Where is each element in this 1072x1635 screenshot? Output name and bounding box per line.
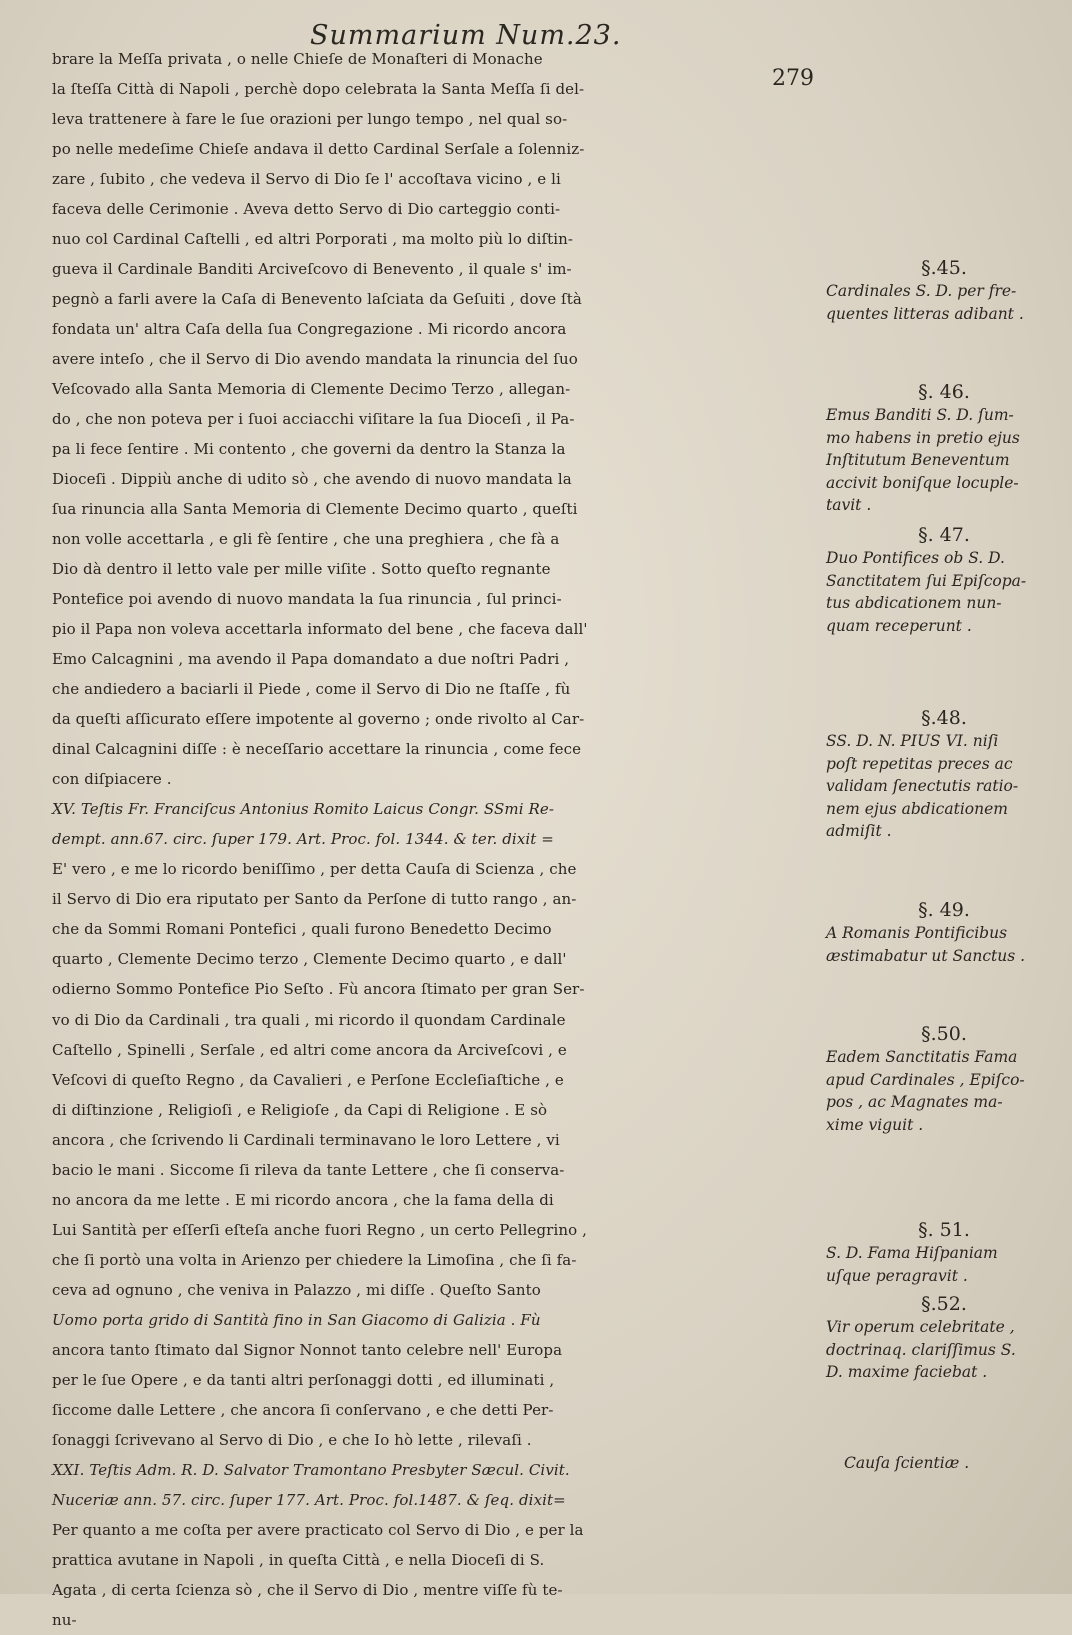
margin-note-line: Cardinales S. D. per fre- — [826, 282, 1017, 300]
text-line: che ſi portò una volta in Arienzo per chiedere la Limoſina , che ſi fa- — [52, 1250, 577, 1269]
text-line: odierno Sommo Pontefice Pio Seſto . Fù ancora ſtimato per gran Ser- — [52, 980, 585, 999]
margin-note — [826, 380, 1062, 517]
margin-note-line: tavit . — [826, 496, 872, 514]
margin-note — [826, 1218, 1062, 1287]
text-line: prattica avutane in Napoli , in queſta Città , e nella Dioceſi di S. — [52, 1550, 545, 1569]
text-line: Veſcovi di queſto Regno , da Cavalieri , e Perſone Eccleſiaſtiche , e — [52, 1070, 564, 1089]
margin-note — [826, 898, 1062, 967]
text-line: ſiccome dalle Lettere , che ancora ſi conſervano , e che detti Per- — [52, 1400, 554, 1419]
text-line: dinal Calcagnini diſſe : è neceſſario accettare la rinuncia , come fece — [52, 740, 582, 759]
text-line: brare la Meſſa privata , o nelle Chieſe de Monaſteri di Monache — [52, 50, 543, 68]
text-line: E' vero , e me lo ricordo beniſſimo , per detta Cauſa di Scienza , che — [52, 860, 577, 879]
margin-note-line: Sanctitatem ſui Epiſcopa- — [826, 571, 1027, 590]
text-line: ancora , che ſcrivendo li Cardinali terminavano le loro Lettere , vi — [52, 1130, 560, 1149]
text-line: ſonaggi ſcrivevano al Servo di Dio , e che Io hò lette , rilevaſi . — [52, 1430, 532, 1449]
text-line: XV. Teſtis Fr. Franciſcus Antonius Romito Laicus Congr. SSmi Re- — [52, 800, 554, 819]
margin-note-line: Vir operum celebritate , — [826, 1318, 1015, 1336]
margin-note-line: D. maxime faciebat . — [826, 1363, 988, 1381]
text-line: Dioceſi . Dippiù anche di udito sò , che avendo di nuovo mandata la — [52, 470, 572, 489]
text-line: Emo Calcagnini , ma avendo il Papa domandato a due noſtri Padri , — [52, 650, 570, 669]
margin-note-section-mark: §. 51. — [918, 1219, 970, 1241]
text-line: Agata , di certa ſcienza sò , che il Servo di Dio , mentre viſſe fù te- — [52, 1580, 563, 1599]
text-line: zare , ſubito , che vedeva il Servo di Dio ſe l' accoſtava vicino , e li — [52, 170, 561, 189]
margin-notes-column — [818, 0, 1068, 1594]
margin-note-section-mark: §.50. — [921, 1023, 967, 1045]
margin-note-line: quentes litteras adibant . — [826, 304, 1024, 323]
text-line: pio il Papa non voleva accettarla informato del bene , che faceva dall' — [52, 620, 588, 639]
text-line: po nelle medeſime Chieſe andava il detto Cardinal Serſale a ſolenniz- — [52, 140, 585, 159]
margin-note-line: xime viguit . — [826, 1115, 924, 1134]
text-line: vo di Dio da Cardinali , tra quali , mi ricordo il quondam Cardinale — [52, 1010, 566, 1029]
text-line: nu- — [52, 1610, 77, 1629]
text-line: bacio le mani . Siccome ſi rileva da tante Lettere , che ſi conserva- — [52, 1160, 565, 1179]
margin-note — [826, 706, 1062, 843]
margin-note-line: quam receperunt . — [826, 616, 972, 635]
text-line: Per quanto a me coſta per avere practicato col Servo di Dio , e per la — [52, 1520, 584, 1539]
margin-note-line: A Romanis Pontificibus — [826, 924, 1008, 942]
text-line: leva trattenere à fare le ſue orazioni per lungo tempo , nel qual so- — [52, 110, 568, 129]
text-line: Lui Santità per eſſerſi eſteſa anche fuori Regno , un certo Pellegrino , — [52, 1220, 587, 1239]
margin-note-line: æstimabatur ut Sanctus . — [826, 946, 1026, 965]
text-line: da queſti aſſicurato eſſere impotente al governo ; onde rivolto al Car- — [52, 710, 585, 729]
text-line: per le ſue Opere , e da tanti altri perſonaggi dotti , ed illuminati , — [52, 1370, 555, 1389]
text-line: avere inteſo , che il Servo di Dio avendo mandata la rinuncia del ſuo — [52, 350, 578, 369]
margin-note-section-mark: §.45. — [921, 257, 967, 279]
text-line: che andiedero a baciarli il Piede , come il Servo di Dio ne ſtaſſe , fù — [52, 680, 571, 699]
text-line: ceva ad ognuno , che veniva in Palazzo , mi diſſe . Queſto Santo — [52, 1280, 541, 1299]
margin-note — [826, 1292, 1062, 1384]
margin-note-line: Emus Banditi S. D. ſum- — [826, 406, 1014, 424]
text-line: fondata un' altra Caſa della ſua Congregazione . Mi ricordo ancora — [52, 320, 567, 339]
text-line: che da Sommi Romani Pontefici , quali furono Benedetto Decimo — [52, 920, 552, 939]
margin-note-line: nem ejus abdicationem — [826, 799, 1008, 818]
margin-note-line: Eadem Sanctitatis Fama — [826, 1048, 1018, 1066]
text-line: Veſcovado alla Santa Memoria di Clemente Decimo Terzo , allegan- — [52, 380, 571, 399]
margin-note-line: uſque peragravit . — [826, 1266, 968, 1285]
margin-note-section-mark: §. 46. — [918, 381, 970, 403]
text-line: con diſpiacere . — [52, 770, 172, 789]
text-line: ſua rinuncia alla Santa Memoria di Clemente Decimo quarto , queſti — [52, 500, 578, 519]
margin-note-line: pos , ac Magnates ma- — [826, 1093, 1003, 1111]
margin-note-line: tus abdicationem nun- — [826, 594, 1002, 612]
running-head: Summarium Num.23. — [310, 20, 622, 51]
margin-note-line: admiſit . — [826, 822, 892, 840]
margin-note-line: Cauſa ſcientiæ . — [844, 1454, 970, 1472]
margin-note — [826, 523, 1062, 637]
margin-note-line: apud Cardinales , Epiſco- — [826, 1070, 1025, 1089]
margin-note-line: poſt repetitas preces ac — [826, 754, 1013, 773]
text-line: faceva delle Cerimonie . Aveva detto Servo di Dio carteggio conti- — [52, 200, 561, 219]
text-line: Dio dà dentro il letto vale per mille viſite . Sotto queſto regnante — [52, 560, 551, 579]
text-line: no ancora da me lette . E mi ricordo ancora , che la fama della di — [52, 1190, 554, 1209]
text-line: pa li fece ſentire . Mi contento , che governi da dentro la Stanza la — [52, 440, 566, 459]
text-line: pegnò a farli avere la Caſa di Benevento laſciata da Geſuiti , dove ſtà — [52, 290, 582, 309]
text-line: quarto , Clemente Decimo terzo , Clemente Decimo quarto , e dall' — [52, 950, 567, 969]
margin-note-section-mark: §.52. — [921, 1293, 967, 1315]
main-text-column — [52, 44, 822, 1635]
margin-note-section-mark: §. 47. — [918, 524, 970, 546]
text-line: ancora tanto ſtimato dal Signor Nonnot tanto celebre nell' Europa — [52, 1340, 563, 1359]
margin-note-line: SS. D. N. PIUS VI. niſi — [826, 732, 999, 750]
text-line: Pontefice poi avendo di nuovo mandata la ſua rinuncia , ſul princi- — [52, 590, 562, 609]
text-line: non volle accettarla , e gli fè ſentire , che una preghiera , che fà a — [52, 530, 560, 549]
margin-note-section-mark: §. 49. — [918, 899, 970, 921]
margin-note-section-mark: §.48. — [921, 707, 967, 729]
margin-note-line: Inſtitutum Beneventum — [826, 451, 1010, 469]
margin-note-line: accivit boniſque locuple- — [826, 473, 1019, 492]
text-line: Nuceriæ ann. 57. circ. ſuper 177. Art. Proc. fol.1487. & ſeq. dixit= — [52, 1490, 566, 1509]
text-line: do , che non poteva per i ſuoi acciacchi viſitare la ſua Dioceſi , il Pa- — [52, 410, 575, 429]
text-line: nuo col Cardinal Caſtelli , ed altri Porporati , ma molto più lo diſtin- — [52, 230, 574, 249]
margin-note — [826, 256, 1062, 325]
text-line: Caſtello , Spinelli , Serſale , ed altri come ancora da Arciveſcovi , e — [52, 1040, 567, 1059]
text-line: di diſtinzione , Religioſi , e Religioſe , da Capi di Religione . E sò — [52, 1100, 548, 1119]
margin-note — [826, 1452, 1062, 1475]
text-line: Uomo porta grido di Santità fino in San Giacomo di Galizia . Fù — [52, 1310, 541, 1329]
text-line: il Servo di Dio era riputato per Santo da Perſone di tutto rango , an- — [52, 890, 577, 909]
margin-note-line: Duo Pontifices ob S. D. — [826, 549, 1005, 567]
margin-note-line: mo habens in pretio ejus — [826, 428, 1020, 447]
text-line: XXI. Teſtis Adm. R. D. Salvator Tramontano Presbyter Sæcul. Civit. — [52, 1460, 570, 1479]
margin-note-line: doctrinaq. clariſſimus S. — [826, 1340, 1016, 1359]
margin-note-line: S. D. Fama Hiſpaniam — [826, 1244, 998, 1262]
margin-note-line: validam ſenectutis ratio- — [826, 777, 1019, 795]
margin-note — [826, 1022, 1062, 1136]
page-number: 279 — [772, 66, 814, 91]
text-line: gueva il Cardinale Banditi Arciveſcovo di Benevento , il quale s' im- — [52, 260, 572, 279]
text-line: dempt. ann.67. circ. ſuper 179. Art. Proc. fol. 1344. & ter. dixit = — [52, 830, 554, 849]
text-line: la ſteſſa Città di Napoli , perchè dopo celebrata la Santa Meſſa ſi del- — [52, 80, 585, 99]
